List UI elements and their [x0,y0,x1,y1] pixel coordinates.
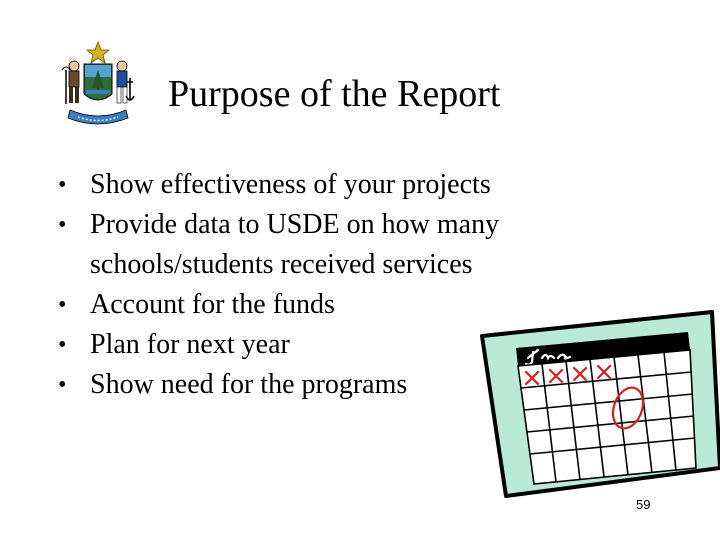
bullet-text: Show need for the programs [90,369,408,400]
bullet-glyph: • [58,212,67,238]
bullet-text-continuation: schools/students received services [90,249,473,280]
bullet-item [58,165,618,205]
bullet-item [58,205,618,285]
calendar-clipart [476,300,720,500]
state-seal-logo [56,40,140,126]
bullet-text: Account for the funds [90,289,335,320]
calendar-icon [476,300,720,500]
bullet-glyph: • [58,332,67,358]
bullet-text: Provide data to USDE on how many [90,209,500,240]
bullet-glyph: • [58,372,67,398]
bullet-glyph: • [58,292,67,318]
bullet-glyph: • [58,172,67,198]
slide-title: Purpose of the Report [168,73,501,115]
bullet-text: Plan for next year [90,329,290,360]
maine-state-seal-icon [56,40,140,126]
bullet-text: Show effectiveness of your projects [90,169,491,200]
page-number: 59 [636,497,651,512]
